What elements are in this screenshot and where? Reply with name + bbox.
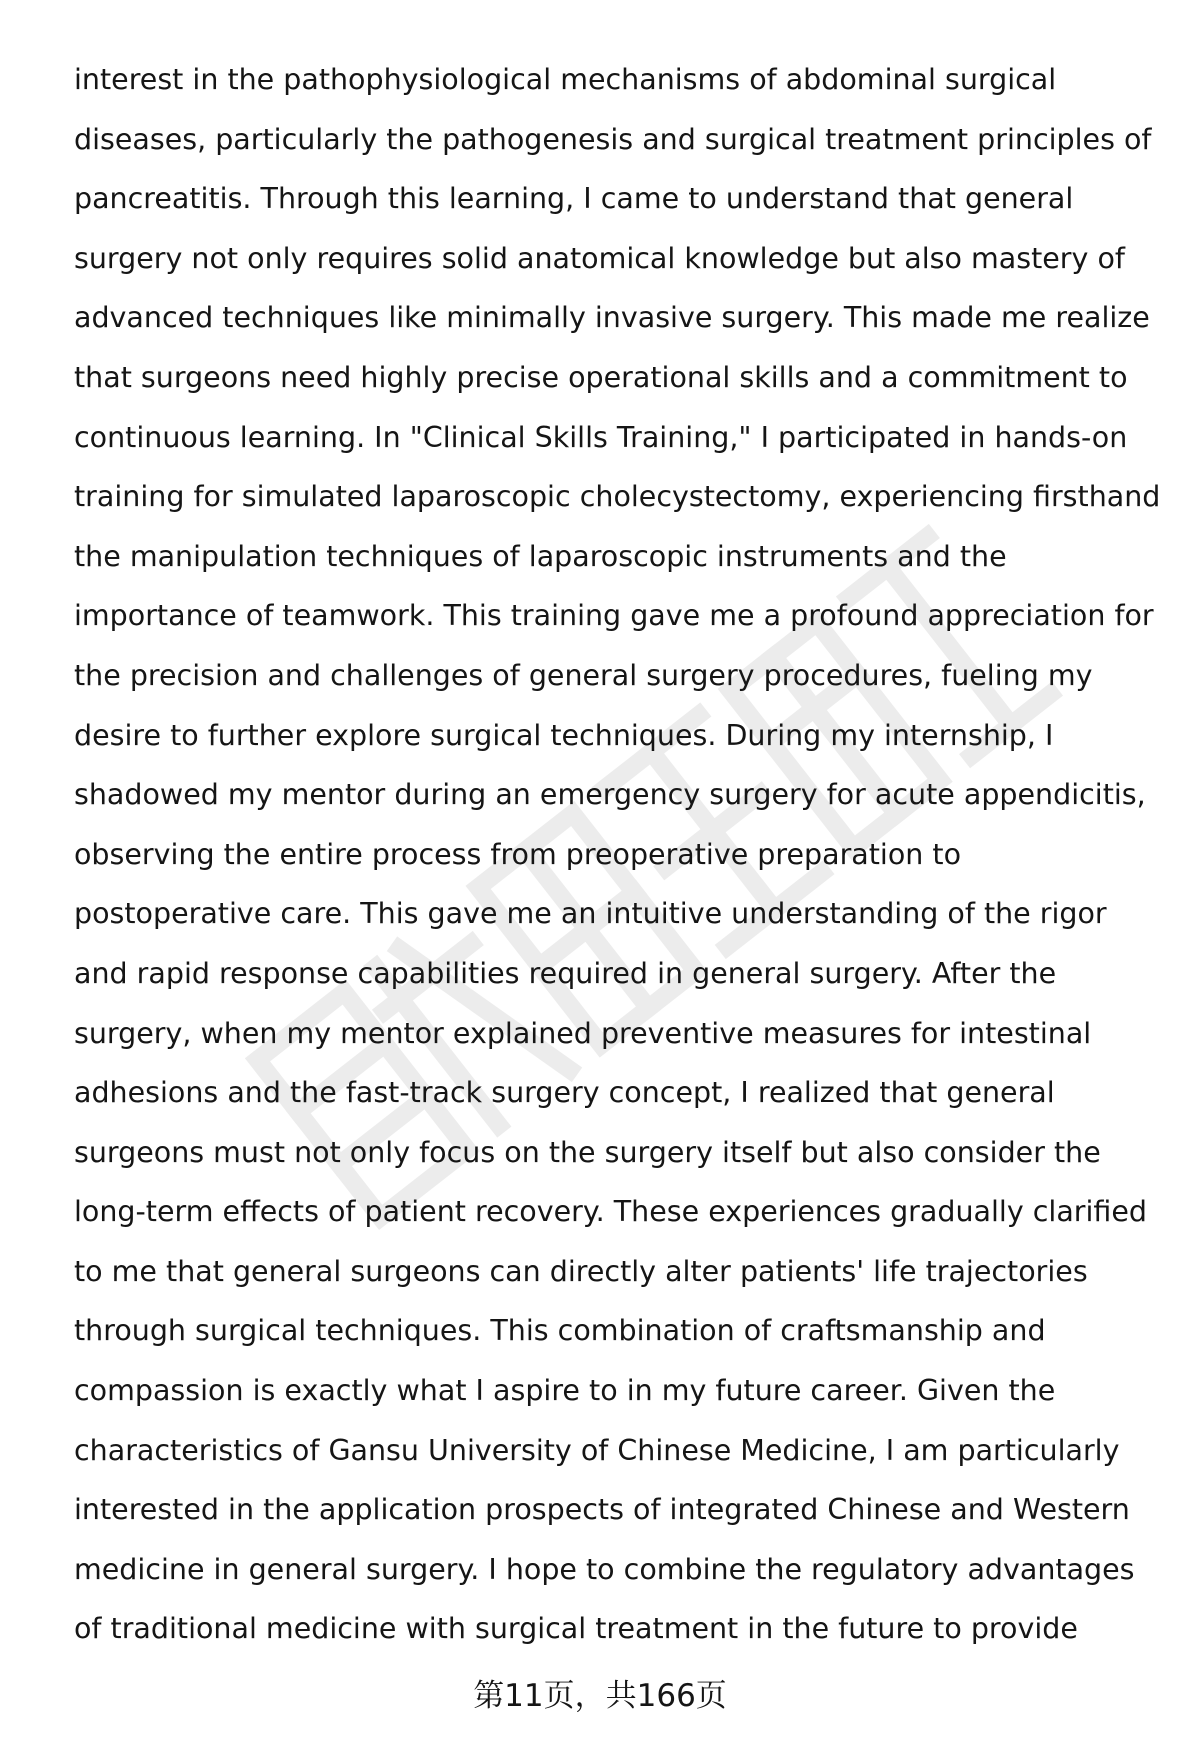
text-line: observing the entire process from preoperative preparation to [74,837,962,871]
text-line: postoperative care. This gave me an intuitive understanding of the rigor [74,897,1107,931]
text-line: through surgical techniques. This combination of craftsmanship and [74,1314,1046,1348]
body-paragraph [74,50,1164,1659]
text-line: surgery not only requires solid anatomical knowledge but also mastery of [74,241,1125,275]
text-line: compassion is exactly what I aspire to in my future career. Given the [74,1374,1056,1408]
text-line: adhesions and the fast-track surgery concept, I realized that general [74,1076,1055,1110]
text-line: training for simulated laparoscopic cholecystectomy, experiencing firsthand [74,480,1161,514]
text-line: of traditional medicine with surgical treatment in the future to provide [74,1612,1078,1646]
text-line: long-term effects of patient recovery. These experiences gradually clarified [74,1195,1148,1229]
text-line: the manipulation techniques of laparoscopic instruments and the [74,539,1007,573]
text-line: diseases, particularly the pathogenesis and surgical treatment principles of [74,122,1152,156]
text-line: and rapid response capabilities required in general surgery. After the [74,956,1057,990]
text-line: to me that general surgeons can directly alter patients' life trajectories [74,1254,1088,1288]
text-line: medicine in general surgery. I hope to combine the regulatory advantages [74,1552,1135,1586]
text-line: that surgeons need highly precise operational skills and a commitment to [74,360,1128,394]
text-line: interest in the pathophysiological mechanisms of abdominal surgical [74,63,1057,96]
text-line: pancreatitis. Through this learning, I came to understand that general [74,182,1074,216]
text-line: importance of teamwork. This training gave me a profound appreciation for [74,599,1154,633]
text-line: the precision and challenges of general surgery procedures, fueling my [74,658,1093,692]
text-line: continuous learning. In "Clinical Skills Training," I participated in hands-on [74,420,1128,454]
text-line: surgery, when my mentor explained preventive measures for intestinal [74,1016,1092,1050]
text-line: desire to further explore surgical techniques. During my internship, I [74,718,1054,752]
text-line: characteristics of Gansu University of Chinese Medicine, I am particularly [74,1433,1120,1467]
text-line: interested in the application prospects of integrated Chinese and Western [74,1493,1130,1527]
text-line: shadowed my mentor during an emergency surgery for acute appendicitis, [74,778,1146,812]
page-number: 第11页，共166页 [473,1678,727,1714]
text-line: advanced techniques like minimally invasive surgery. This made me realize [74,301,1150,335]
text-line: surgeons must not only focus on the surgery itself but also consider the [74,1135,1101,1169]
